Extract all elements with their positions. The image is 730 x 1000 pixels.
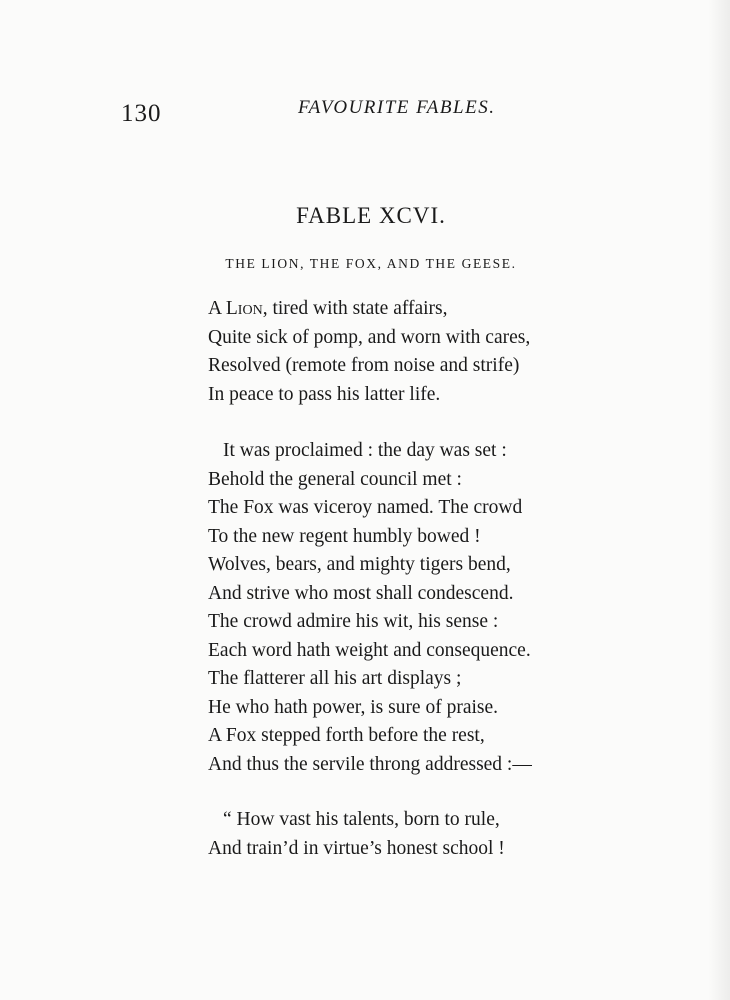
first-line-rest: , tired with state affairs, bbox=[262, 298, 448, 319]
verse-line: And thus the servile throng addressed :— bbox=[208, 753, 532, 775]
opening-words: A Lion bbox=[208, 298, 263, 319]
verse-line: Each word hath weight and consequence. bbox=[208, 639, 531, 661]
fable-number-heading: FABLE XCVI. bbox=[296, 203, 446, 228]
verse-line: The flatterer all his art displays ; bbox=[208, 668, 462, 689]
verse-line: Quite sick of pomp, and worn with cares, bbox=[208, 326, 531, 348]
verse-line: And train’d in virtue’s honest school ! bbox=[208, 837, 505, 859]
page-edge-shadow bbox=[708, 0, 730, 1000]
verse-line: The Fox was viceroy named. The crowd bbox=[208, 497, 523, 518]
verse-line: It was proclaimed : the day was set : bbox=[223, 440, 507, 461]
verse-line: Behold the general council met : bbox=[208, 468, 462, 490]
verse-line: He who hath power, is sure of praise. bbox=[208, 696, 499, 718]
page-number: 130 bbox=[121, 100, 162, 127]
verse-line: The crowd admire his wit, his sense : bbox=[208, 611, 499, 632]
verse-line: “ How vast his talents, born to rule, bbox=[223, 809, 500, 830]
verse-line: In peace to pass his latter life. bbox=[208, 383, 441, 405]
verse-line: And strive who most shall condescend. bbox=[208, 582, 514, 604]
stanza-3 bbox=[208, 806, 668, 863]
verse-line bbox=[208, 295, 668, 324]
stanza-1 bbox=[208, 295, 668, 409]
verse-line: To the new regent humbly bowed ! bbox=[208, 525, 481, 547]
running-title: FAVOURITE FABLES. bbox=[298, 97, 496, 118]
verse-line: Wolves, bears, and mighty tigers bend, bbox=[208, 554, 511, 575]
verse-line: A Fox stepped forth before the rest, bbox=[208, 725, 485, 746]
verse-line: Resolved (remote from noise and strife) bbox=[208, 355, 520, 376]
stanza-2 bbox=[208, 437, 668, 779]
fable-title: THE LION, THE FOX, AND THE GEESE. bbox=[225, 256, 517, 271]
